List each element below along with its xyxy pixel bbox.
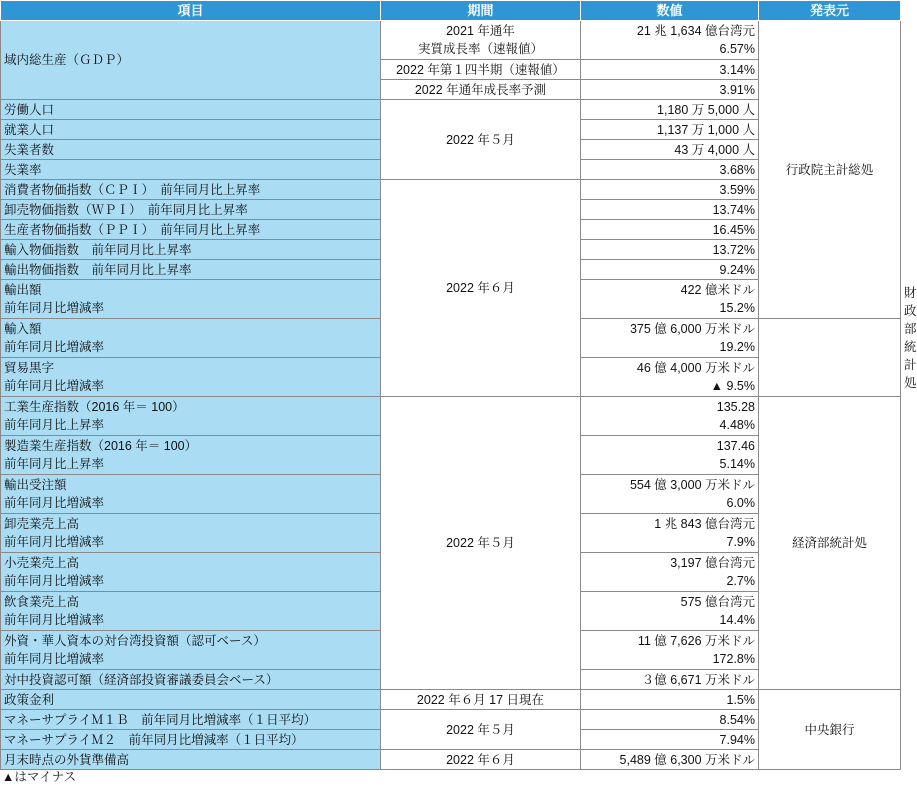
issuer-dgbas: 行政院主計総処 [759, 21, 901, 319]
prices-trade-period: 2022 年６月 [381, 180, 581, 397]
trade-item: 輸入額 前年同月比増減率 [1, 319, 381, 358]
trade-item: 輸出額 前年同月比増減率 [1, 280, 381, 319]
header-row [1, 1, 901, 21]
table-row [1, 690, 901, 710]
economy-item: 小売業売上高 前年同月比増減率 [1, 553, 381, 592]
gdp-q1-period: 2022 年第１四半期（速報値） [381, 60, 581, 80]
labor-item: 失業率 [1, 160, 381, 180]
table-row [1, 21, 901, 60]
labor-value: 43 万 4,000 人 [581, 140, 759, 160]
price-value: 13.74% [581, 200, 759, 220]
policy-rate-value: 1.5% [581, 690, 759, 710]
header-value: 数値 [581, 1, 759, 21]
table-row [1, 397, 901, 436]
policy-rate-period: 2022 年６月 17 日現在 [381, 690, 581, 710]
issuer-moea: 経済部統計処 [759, 397, 901, 690]
china-investment-value: ３億 6,671 万米ドル [581, 670, 759, 690]
price-item: 生産者物価指数（ＰＰＩ） 前年同月比上昇率 [1, 220, 381, 240]
reserves-item: 月末時点の外貨準備高 [1, 750, 381, 770]
m1b-item: マネーサプライＭ１Ｂ 前年同月比増減率（１日平均） [1, 710, 381, 730]
price-value: 16.45% [581, 220, 759, 240]
gdp-forecast-value: 3.91% [581, 80, 759, 100]
trade-value: 46 億 4,000 万米ドル ▲ 9.5% [581, 358, 759, 397]
labor-value: 1,137 万 1,000 人 [581, 120, 759, 140]
price-item: 輸入物価指数 前年同月比上昇率 [1, 240, 381, 260]
economy-value: 1 兆 843 億台湾元 7.9% [581, 514, 759, 553]
m2-value: 7.94% [581, 730, 759, 750]
money-supply-period: 2022 年５月 [381, 710, 581, 750]
table-row: 輸出額 前年同月比増減率 422 億米ドル 15.2% 財政部統計処 [1, 280, 901, 319]
trade-value: 422 億米ドル 15.2% [581, 280, 759, 319]
economy-value: 554 億 3,000 万米ドル 6.0% [581, 475, 759, 514]
china-investment-item: 対中投資認可額（経済部投資審議委員会ベース） [1, 670, 381, 690]
reserves-period: 2022 年６月 [381, 750, 581, 770]
price-value: 3.59% [581, 180, 759, 200]
labor-item: 就業人口 [1, 120, 381, 140]
economy-item: 飲食業売上高 前年同月比増減率 [1, 592, 381, 631]
header-item: 項目 [1, 1, 381, 21]
gdp-q1-value: 3.14% [581, 60, 759, 80]
header-period: 期間 [381, 1, 581, 21]
reserves-value: 5,489 億 6,300 万米ドル [581, 750, 759, 770]
labor-period: 2022 年５月 [381, 100, 581, 180]
price-item: 卸売物価指数（ＷＰＩ） 前年同月比上昇率 [1, 200, 381, 220]
trade-value: 375 億 6,000 万米ドル 19.2% [581, 319, 759, 358]
labor-item: 失業者数 [1, 140, 381, 160]
gdp-value: 21 兆 1,634 億台湾元 6.57% [581, 21, 759, 60]
price-value: 9.24% [581, 260, 759, 280]
economy-item: 卸売業売上高 前年同月比増減率 [1, 514, 381, 553]
footnote: ▲はマイナス [2, 770, 77, 784]
economy-item: 工業生産指数（2016 年＝ 100） 前年同月比上昇率 [1, 397, 381, 436]
price-item: 消費者物価指数（ＣＰＩ） 前年同月比上昇率 [1, 180, 381, 200]
economy-value: 3,197 億台湾元 2.7% [581, 553, 759, 592]
labor-item: 労働人口 [1, 100, 381, 120]
economy-period: 2022 年５月 [381, 397, 581, 690]
price-item: 輸出物価指数 前年同月比上昇率 [1, 260, 381, 280]
economy-value: 135.28 4.48% [581, 397, 759, 436]
economy-item: 輸出受注額 前年同月比増減率 [1, 475, 381, 514]
economy-item: 外資・華人資本の対台湾投資額（認可ベース） 前年同月比増減率 [1, 631, 381, 670]
m2-item: マネーサプライＭ２ 前年同月比増減率（１日平均） [1, 730, 381, 750]
economy-value: 11 億 7,626 万米ドル 172.8% [581, 631, 759, 670]
gdp-period: 2021 年通年 実質成長率（速報値） [381, 21, 581, 60]
policy-rate-item: 政策金利 [1, 690, 381, 710]
labor-value: 3.68% [581, 160, 759, 180]
labor-value: 1,180 万 5,000 人 [581, 100, 759, 120]
economy-item: 製造業生産指数（2016 年＝ 100） 前年同月比上昇率 [1, 436, 381, 475]
issuer-cbc: 中央銀行 [759, 690, 901, 770]
m1b-value: 8.54% [581, 710, 759, 730]
price-value: 13.72% [581, 240, 759, 260]
trade-item: 貿易黒字 前年同月比増減率 [1, 358, 381, 397]
gdp-item: 域内総生産（ＧＤＰ） [1, 21, 381, 100]
header-issuer: 発表元 [759, 1, 901, 21]
economy-value: 575 億台湾元 14.4% [581, 592, 759, 631]
gdp-forecast-period: 2022 年通年成長率予測 [381, 80, 581, 100]
economy-value: 137.46 5.14% [581, 436, 759, 475]
